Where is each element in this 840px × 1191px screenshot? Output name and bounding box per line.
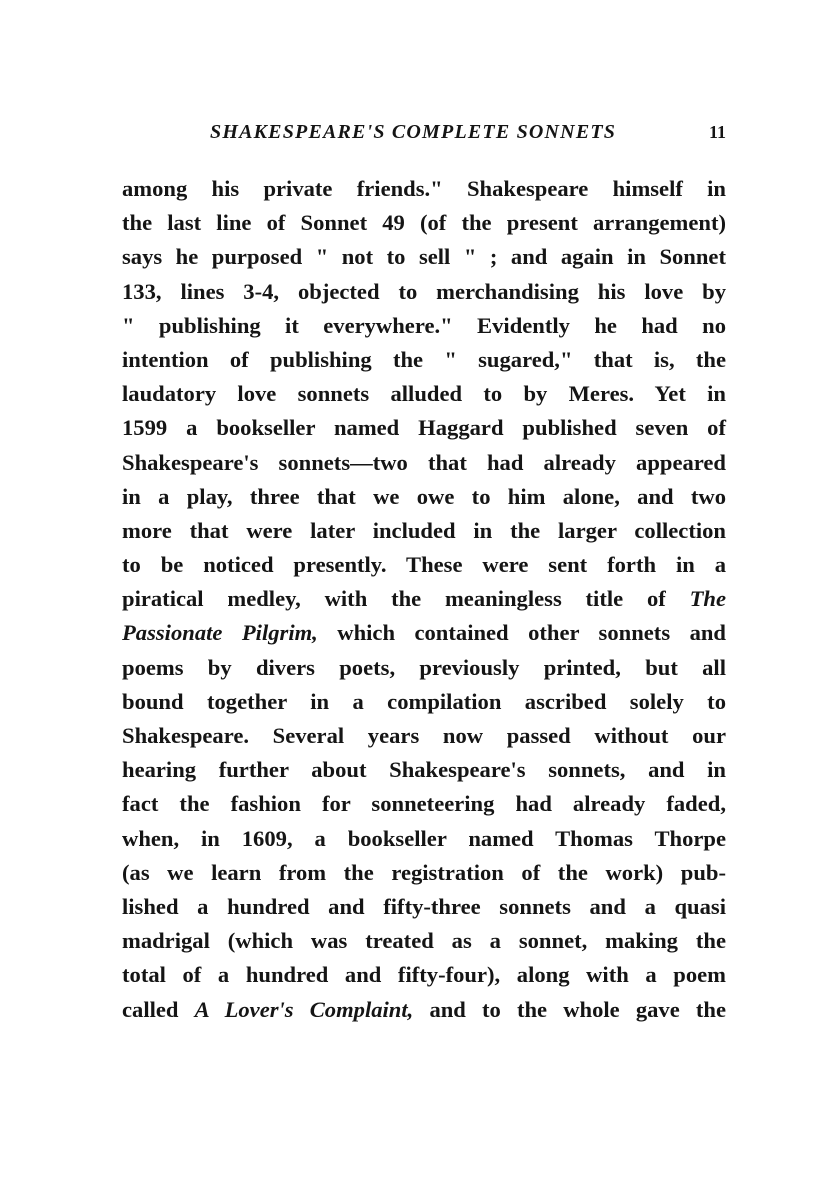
- italic-title-segment: A Lover's Complaint,: [194, 996, 414, 1022]
- text-segment: Shakespeare's sonnets—two that had already appeared: [122, 449, 726, 475]
- italic-title-segment: The: [689, 586, 726, 612]
- text-segment: which contained other sonnets and: [317, 620, 726, 646]
- text-line: [122, 582, 726, 616]
- text-segment: among his private friends." Shakespeare himself in: [122, 176, 726, 201]
- text-line: [122, 446, 726, 480]
- text-segment: the last line of Sonnet 49 (of the present arrangement): [122, 210, 726, 236]
- text-segment: piratical medley, with the meaningless title of: [122, 586, 690, 612]
- text-segment: total of a hundred and fifty-four), along with a poem: [122, 962, 726, 988]
- text-line: [122, 172, 726, 206]
- text-line: [122, 787, 726, 821]
- text-line: [122, 343, 726, 377]
- text-segment: fact the fashion for sonneteering had already faded,: [122, 791, 726, 817]
- text-segment: Shakespeare. Several years now passed without our: [122, 723, 726, 748]
- text-line: [122, 685, 726, 719]
- text-segment: hearing further about Shakespeare's sonnets, and in: [122, 757, 726, 783]
- text-line: [122, 514, 726, 548]
- text-line: [122, 480, 726, 514]
- text-segment: in a play, three that we owe to him alone, and two: [122, 483, 726, 509]
- text-segment: says he purposed " not to sell " ; and again in Sonnet: [122, 244, 726, 270]
- text-line: [122, 890, 726, 924]
- text-segment: 1599 a bookseller named Haggard published seven of: [122, 415, 726, 441]
- text-segment: bound together in a compilation ascribed solely to: [122, 688, 726, 714]
- text-line: [122, 993, 726, 1027]
- text-line: [122, 377, 726, 411]
- text-segment: (as we learn from the registration of the work) pub-: [122, 859, 726, 885]
- text-segment: and to the whole gave the: [413, 996, 727, 1022]
- text-line: [122, 753, 726, 787]
- running-title: SHAKESPEARE'S COMPLETE SONNETS: [210, 121, 617, 143]
- text-line: [122, 924, 726, 958]
- text-line: [122, 309, 726, 343]
- text-segment: to be noticed presently. These were sent forth in a: [122, 552, 726, 578]
- text-line: [122, 548, 726, 582]
- text-line: [122, 206, 726, 240]
- text-line: [122, 719, 726, 753]
- italic-title-segment: Passionate Pilgrim,: [122, 620, 318, 646]
- text-line: [122, 651, 726, 685]
- text-segment: " publishing it everywhere." Evidently he had no: [122, 312, 726, 338]
- page-number: 11: [708, 122, 726, 142]
- text-segment: lished a hundred and fifty-three sonnets and a quasi: [122, 893, 726, 919]
- text-segment: called: [122, 996, 195, 1022]
- text-segment: madrigal (which was treated as a sonnet, making the: [122, 928, 726, 954]
- text-line: [122, 856, 726, 890]
- running-head: [120, 121, 726, 151]
- text-line: [122, 958, 726, 992]
- text-line: [122, 411, 726, 445]
- text-segment: laudatory love sonnets alluded to by Meres. Yet in: [122, 381, 726, 407]
- text-segment: poems by divers poets, previously printed, but all: [122, 654, 726, 680]
- text-segment: 133, lines 3-4, objected to merchandising his love by: [122, 278, 726, 304]
- body-text: [122, 172, 726, 1027]
- text-segment: more that were later included in the larger collection: [122, 517, 726, 543]
- text-line: [122, 616, 726, 650]
- text-segment: intention of publishing the " sugared," that is, the: [122, 346, 726, 372]
- text-line: [122, 240, 726, 274]
- text-segment: when, in 1609, a bookseller named Thomas Thorpe: [122, 825, 726, 851]
- text-line: [122, 822, 726, 856]
- text-line: [122, 275, 726, 309]
